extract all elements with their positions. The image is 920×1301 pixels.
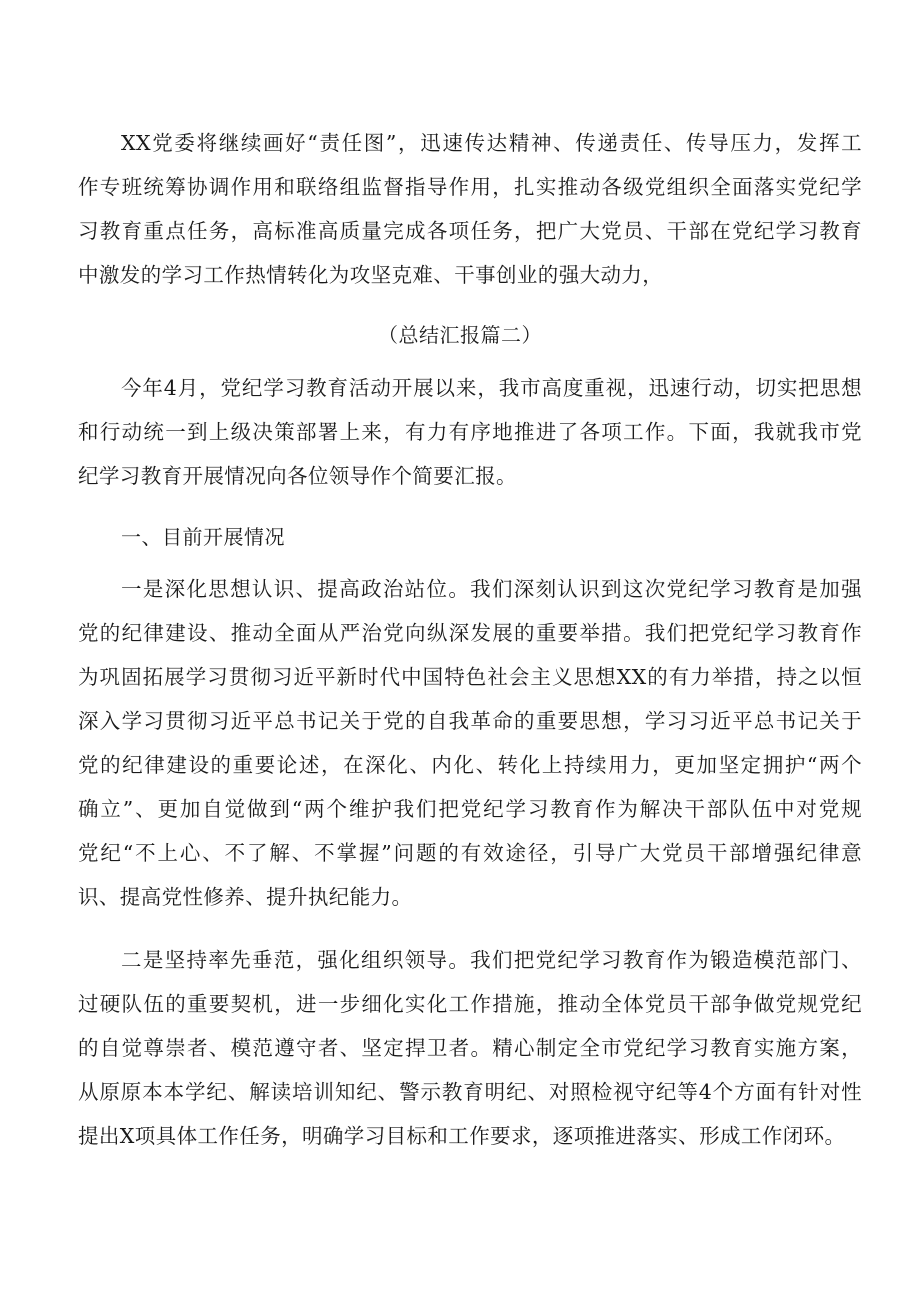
paragraph-line: 纪学习教育开展情况向各位领导作个简要汇报。: [78, 464, 517, 488]
paragraph-line: 作专班统筹协调作用和联络组监督指导作用，扎实推动各级党组织全面落实党纪学: [78, 175, 862, 199]
paragraph-line: 为巩固拓展学习贯彻习近平新时代中国特色社会主义思想XX的有力举措，持之以恒: [78, 665, 862, 689]
paragraph-4: [78, 938, 862, 1158]
paragraph-line: 深入学习贯彻习近平总书记关于党的自我革命的重要思想，学习习近平总书记关于: [78, 709, 862, 733]
paragraph-line: 和行动统一到上级决策部署上来，有力有序地推进了各项工作。下面，我就我市党: [78, 420, 862, 444]
paragraph-line: 提出X项具体工作任务，明确学习目标和工作要求，逐项推进落实、形成工作闭环。: [78, 1124, 846, 1148]
paragraph-line: 二是坚持率先垂范，强化组织领导。我们把党纪学习教育作为锻造模范部门、: [121, 948, 862, 972]
paragraph-2: [78, 366, 862, 498]
paragraph-line: 确立”、更加自觉做到“两个维护我们把党纪学习教育作为解决干部队伍中对党规: [78, 797, 862, 821]
paragraph-line: 习教育重点任务，高标准高质量完成各项任务，把广大党员、干部在党纪学习教育: [78, 219, 862, 243]
paragraph-line: 的自觉尊崇者、模范遵守者、坚定捍卫者。精心制定全市党纪学习教育实施方案，: [78, 1036, 862, 1060]
paragraph-line: 党纪“不上心、不了解、不掌握”问题的有效途径，引导广大党员干部增强纪律意: [78, 841, 862, 865]
paragraph-3: [78, 567, 862, 919]
section-title: （总结汇报篇二）: [378, 323, 542, 347]
paragraph-line: 党的纪律建设、推动全面从严治党向纵深发展的重要举措。我们把党纪学习教育作: [78, 621, 862, 645]
section-heading: 一、目前开展情况: [121, 525, 285, 549]
paragraph-line: 今年4月，党纪学习教育活动开展以来，我市高度重视，迅速行动，切实把思想: [121, 376, 862, 400]
paragraph-line: 从原原本本学纪、解读培训知纪、警示教育明纪、对照检视守纪等4个方面有针对性: [78, 1080, 862, 1104]
paragraph-line: 党的纪律建设的重要论述，在深化、内化、转化上持续用力，更加坚定拥护“两个: [78, 753, 862, 777]
paragraph-line: XX党委将继续画好“责任图”，迅速传达精神、传递责任、传导压力，发挥工: [121, 131, 862, 155]
paragraph-line: 识、提高党性修养、提升执纪能力。: [78, 885, 413, 909]
paragraph-line: 中激发的学习工作热情转化为攻坚克难、干事创业的强大动力，: [78, 263, 664, 287]
paragraph-line: 一是深化思想认识、提高政治站位。我们深刻认识到这次党纪学习教育是加强: [121, 577, 862, 601]
paragraph-1: [78, 121, 862, 297]
paragraph-line: 过硬队伍的重要契机，进一步细化实化工作措施，推动全体党员干部争做党规党纪: [78, 992, 862, 1016]
